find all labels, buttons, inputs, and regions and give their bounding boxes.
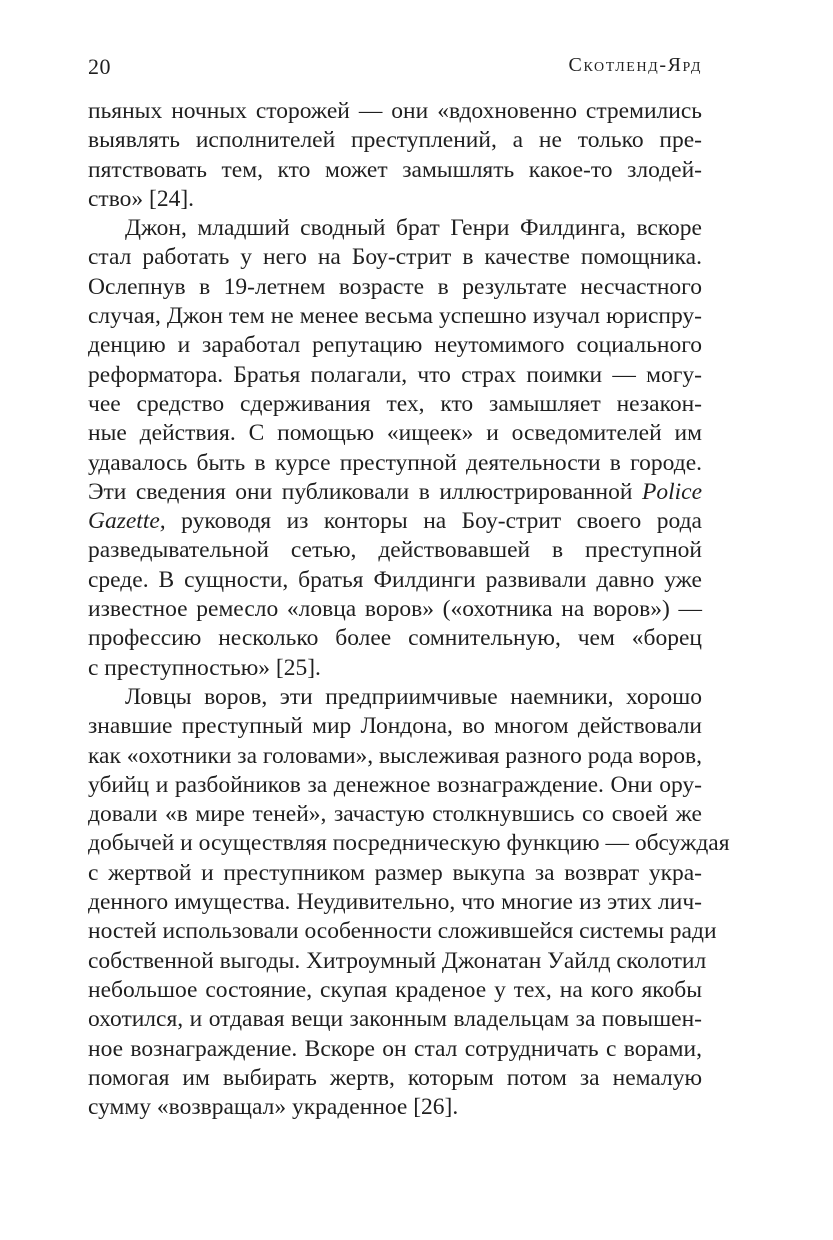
text-line: убийц и разбойников за денежное вознаграждение. Они ору- [88,771,702,798]
text-line: ство» [24]. [88,185,195,212]
text-line: Ловцы воров, эти предприимчивые наемники, хорошо [125,683,702,710]
text-line: ное вознаграждение. Вскоре он стал сотрудничать с ворами, [88,1035,702,1062]
text-line: среде. В сущности, братья Филдинги развивали давно уже [88,566,702,593]
text-line: небольшое состояние, скупая краденое у тех, на кого якобы [88,976,702,1003]
text-line: помогая им выбирать жертв, которым потом за немалую [88,1064,702,1091]
text-line: знавшие преступный мир Лондона, во многом действовали [88,713,702,740]
text-line: Джон, младший сводный брат Генри Филдинга, вскоре [125,215,702,242]
text-line: реформатора. Братья полагали, что страх поимки — могу- [88,361,702,388]
book-title: Скотленд-Ярд [568,54,702,76]
text-line: сумму «возвращал» украденное [26]. [88,1094,459,1121]
text-line: выявлять исполнителей преступлений, а не только пре- [88,127,702,154]
text-line-mixed [88,478,702,507]
text-line: чее средство сдерживания тех, кто замышляет незакон- [88,390,702,417]
text-line: удавалось быть в курсе преступной деятельности в городе. [88,449,702,476]
page-number: 20 [88,54,111,79]
running-head [88,54,702,84]
text-line: с преступностью» [25]. [88,654,321,681]
text-line: случая, Джон тем не менее весьма успешно изучал юриспру- [88,303,702,330]
text-segment: руководя из конторы на Боу-стрит своего рода [181,508,702,535]
italic-title: Gazette, [88,508,166,535]
text-line: профессию несколько более сомнительную, чем «борец [88,625,702,652]
text-line: как «охотники за головами», выслеживая разного рода воров, [88,742,702,769]
text-line-mixed [88,507,702,536]
text-line: Ослепнув в 19-летнем возрасте в результате несчастного [88,273,702,300]
italic-title: Police [641,478,703,505]
text-line: ные действия. С помощью «ищеек» и осведомителей им [88,420,702,447]
text-line: пятствовать тем, кто может замышлять какое-то злодей- [88,156,702,183]
text-line: ностей использовали особенности сложившейся системы ради [88,918,717,945]
text-line: денного имущества. Неудивительно, что многие из этих лич- [88,889,702,916]
text-line: охотился, и отдавая вещи законным владельцам за повышен- [88,1006,702,1033]
text-line: довали «в мире теней», зачастую столкнувшись со своей же [88,801,702,828]
body-text [88,97,730,1122]
text-line: разведывательной сетью, действовавшей в преступной [88,537,702,564]
text-line: собственной выгоды. Хитроумный Джонатан Уайлд сколотил [88,947,707,974]
text-line: добычей и осуществляя посредническую функцию — обсуждая [88,830,730,857]
text-line: стал работать у него на Боу-стрит в качестве помощника. [88,244,702,271]
text-segment: Эти сведения они публиковали в иллюстрированной [88,478,633,505]
text-line: денцию и заработал репутацию неутомимого социального [88,332,702,359]
text-line: известное ремесло «ловца воров» («охотника на воров») — [88,596,702,623]
text-line: с жертвой и преступником размер выкупа за возврат укра- [88,859,702,886]
text-line: пьяных ночных сторожей — они «вдохновенно стремились [88,98,702,124]
